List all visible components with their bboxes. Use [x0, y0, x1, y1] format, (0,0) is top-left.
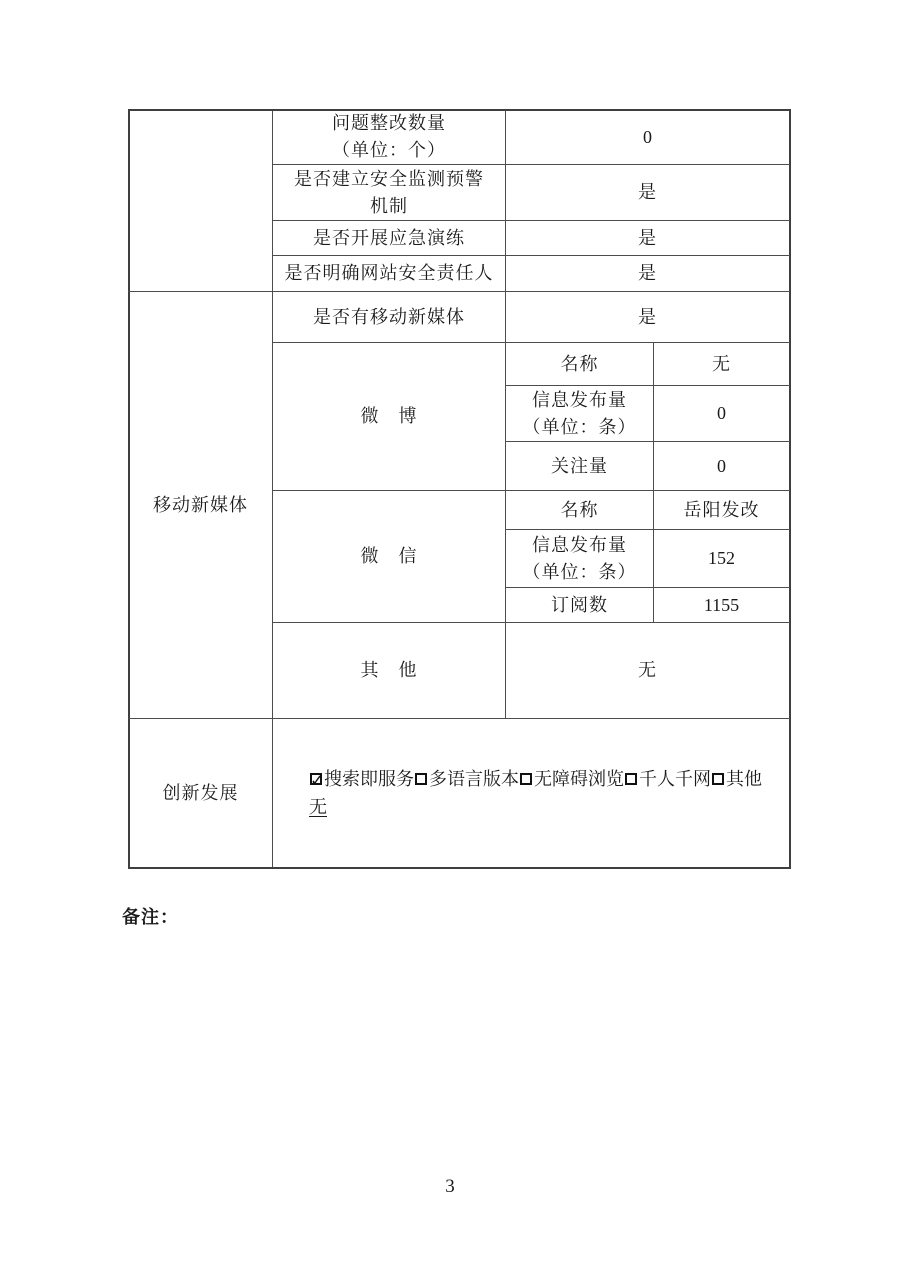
- innovation-option: [519, 765, 624, 793]
- value-text: 是: [638, 306, 657, 327]
- checkbox-icon: [625, 773, 637, 785]
- checkbox-icon: [310, 773, 322, 785]
- value-text: 岳阳发改: [683, 499, 760, 520]
- value-weibo-name: [654, 343, 789, 385]
- label-line: 问题整改数量: [332, 113, 446, 133]
- row-label-weibo: [273, 343, 505, 490]
- category-cell-mobile-media: [129, 292, 272, 718]
- label-line: （单位：条）: [522, 561, 637, 582]
- row-label-other-media: [273, 623, 505, 718]
- value-text: 是: [638, 182, 657, 202]
- grid-line: [789, 109, 791, 869]
- value-text: 1155: [703, 594, 740, 615]
- value-weibo-posts: [654, 386, 789, 441]
- row-label-has-mobile-media: [273, 292, 505, 342]
- label-line: 信息发布量: [532, 534, 627, 555]
- option-label: 多语言版本: [429, 769, 519, 789]
- innovation-fill-line: [309, 793, 327, 821]
- label-line: 名称: [560, 353, 599, 374]
- sublabel-weibo-name: [506, 343, 653, 385]
- label-line: 是否明确网站安全责任人: [284, 263, 494, 283]
- label-line: 是否有移动新媒体: [313, 306, 465, 327]
- label-line: 微 信: [360, 546, 418, 566]
- row-label-monitor-warning: [273, 165, 505, 220]
- grid-line: [128, 867, 791, 869]
- category-cell-innovation: [129, 719, 272, 867]
- label-line: （单位：个）: [332, 140, 446, 160]
- checkbox-icon: [712, 773, 724, 785]
- sublabel-weibo-followers: [506, 442, 653, 490]
- checkbox-icon: [520, 773, 532, 785]
- value-text: 无: [638, 660, 657, 680]
- value-text: 0: [717, 403, 726, 423]
- value-monitor-warning: [506, 165, 789, 220]
- category-cell-empty: [129, 111, 272, 291]
- value-issue-fix-count: [506, 110, 789, 164]
- value-text: 是: [638, 227, 657, 248]
- label-line: 其 他: [360, 660, 418, 680]
- option-label: 搜索即服务: [324, 769, 414, 789]
- value-weibo-followers: [654, 442, 789, 490]
- category-label: 移动新媒体: [153, 494, 248, 515]
- option-label: 千人千网: [639, 769, 711, 789]
- value-has-mobile-media: [506, 292, 789, 342]
- innovation-options-cell: [273, 719, 789, 867]
- value-text: 无: [712, 353, 731, 374]
- sublabel-wechat-name: [506, 491, 653, 529]
- sublabel-wechat-posts: [506, 530, 653, 587]
- value-text: 152: [708, 548, 735, 568]
- option-label: 无障碍浏览: [534, 769, 624, 789]
- row-label-security-officer: [273, 256, 505, 291]
- label-line: 微 博: [360, 406, 418, 426]
- value-text: 0: [717, 455, 726, 476]
- row-label-issue-fix-count: [273, 110, 505, 164]
- label-line: 是否建立安全监测预警: [294, 168, 484, 189]
- innovation-option: [414, 765, 519, 793]
- value-wechat-subscribers: [654, 588, 789, 622]
- sublabel-weibo-posts: [506, 386, 653, 441]
- innovation-options-line: [309, 765, 762, 793]
- label-line: 订阅数: [551, 594, 608, 615]
- innovation-option: [711, 765, 762, 793]
- sublabel-wechat-subscribers: [506, 588, 653, 622]
- category-label: 创新发展: [162, 782, 239, 803]
- label-line: 机制: [370, 195, 408, 216]
- value-wechat-name: [654, 491, 789, 529]
- label-line: 信息发布量: [532, 389, 627, 410]
- row-label-wechat: [273, 491, 505, 622]
- value-other-media: [506, 623, 789, 718]
- label-line: 名称: [560, 499, 599, 520]
- label-line: （单位：条）: [522, 416, 637, 437]
- label-line: 是否开展应急演练: [313, 227, 465, 248]
- label-line: 关注量: [551, 455, 608, 476]
- value-text: 是: [638, 263, 657, 283]
- innovation-option: [309, 765, 414, 793]
- notes-label: 备注：: [122, 907, 179, 927]
- page-number: 3: [445, 1176, 455, 1197]
- row-label-emergency-drill: [273, 221, 505, 255]
- checkbox-icon: [415, 773, 427, 785]
- option-label: 其他: [726, 769, 762, 789]
- value-security-officer: [506, 256, 789, 291]
- other-fill-value: 无: [309, 797, 327, 817]
- innovation-option: [624, 765, 711, 793]
- value-wechat-posts: [654, 530, 789, 587]
- value-text: 0: [643, 126, 652, 147]
- value-emergency-drill: [506, 221, 789, 255]
